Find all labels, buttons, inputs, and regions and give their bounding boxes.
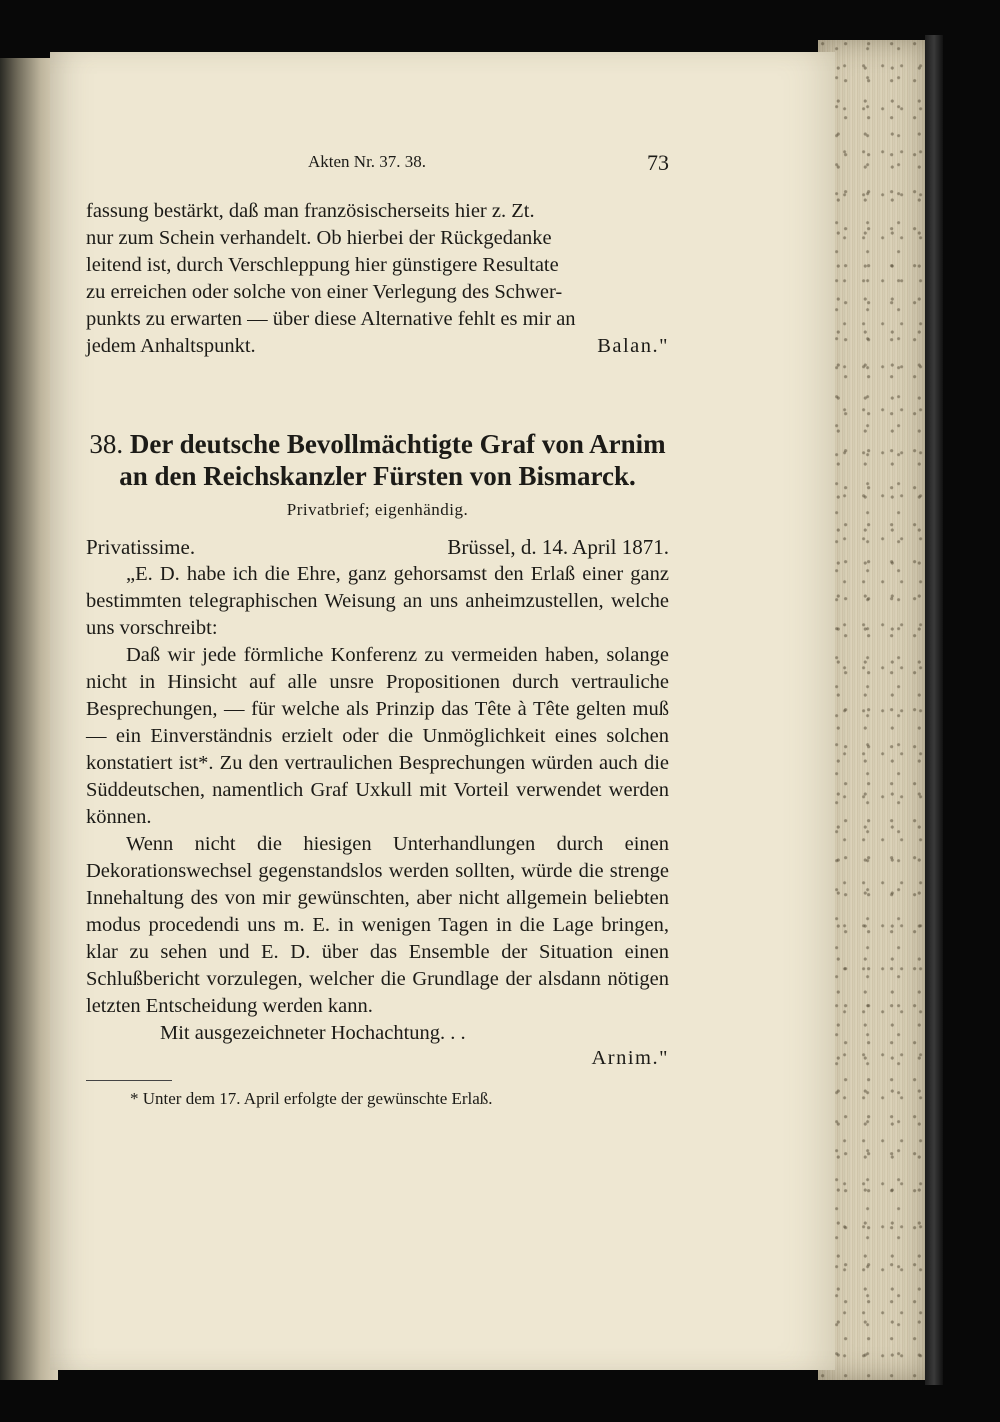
running-head: Akten Nr. 37. 38.	[308, 152, 427, 171]
document-heading	[86, 428, 669, 492]
document-title: Der deutsche Bevollmächtigte Graf von Arnim an den Reichskanzler Fürsten von Bismarck.	[119, 429, 666, 491]
closing-line	[86, 333, 669, 360]
book-cover-edge	[925, 35, 943, 1385]
dateline	[86, 534, 669, 561]
letter-paragraph: „E. D. habe ich die Ehre, ganz gehorsamst den Erlaß einer ganz bestimmten telegraphischen Weisung an uns anheimzustellen, welche uns vorschreibt:	[86, 563, 669, 639]
place-date: Brüssel, d. 14. April 1871.	[447, 535, 669, 559]
closing-formula: Mit ausgezeichneter Hochachtung. . .	[160, 1022, 466, 1044]
signature-arnim: Arnim."	[591, 1047, 669, 1069]
text-line: fassung bestärkt, daß man französischerseits hier z. Zt.	[86, 200, 535, 222]
text-line: zu erreichen oder solche von einer Verlegung des Schwer-	[86, 281, 563, 303]
text-line: jedem Anhaltspunkt.	[86, 335, 256, 357]
letter-paragraph: Daß wir jede förmliche Konferenz zu vermeiden haben, solange nicht in Hinsicht auf alle unsre Propositionen durch vertrauliche Besprechungen, — für welche als Prinzip das Tête à Tête gelten muß — ein Einverständnis erzielt oder die Unmöglichkeit eines solchen konstatiert ist*. Zu den vertraulichen Besprechungen würden auch die Süddeutschen, namentlich Graf Uxkull mit Vorteil verwendet werden können.	[86, 644, 669, 828]
footnote-rule	[86, 1080, 172, 1081]
page-body	[86, 198, 669, 1109]
document-number: 38.	[89, 429, 124, 459]
text-line: punkts zu erwarten — über diese Alternative fehlt es mir an	[86, 308, 576, 330]
text-line: leitend ist, durch Verschleppung hier günstigere Resultate	[86, 254, 559, 276]
page-number: 73	[647, 150, 669, 175]
document-subtitle: Privatbrief; eigenhändig.	[286, 500, 469, 519]
footnote: * Unter dem 17. April erfolgte der gewünschte Erlaß.	[130, 1089, 493, 1108]
letter-paragraph: Wenn nicht die hiesigen Unterhandlungen durch einen Dekorationswechsel gegenstandslos werden sollten, würde die strenge Innehaltung des von mir gewünschten, aber nicht allgemein beliebten modus procedendi uns m. E. in wenigen Tagen in die Lage bringen, klar zu sehen und E. D. über das Ensemble der Situation einen Schlußbericht vorzulegen, welcher die Grundlage der alsdann nötigen letzten Entscheidung werden kann.	[86, 833, 669, 1017]
page-header	[86, 150, 669, 180]
classification: Privatissime.	[86, 535, 196, 559]
previous-document-ending	[86, 198, 669, 360]
text-line: nur zum Schein verhandelt. Ob hierbei der Rückgedanke	[86, 227, 552, 249]
signature-balan: Balan."	[597, 335, 669, 357]
